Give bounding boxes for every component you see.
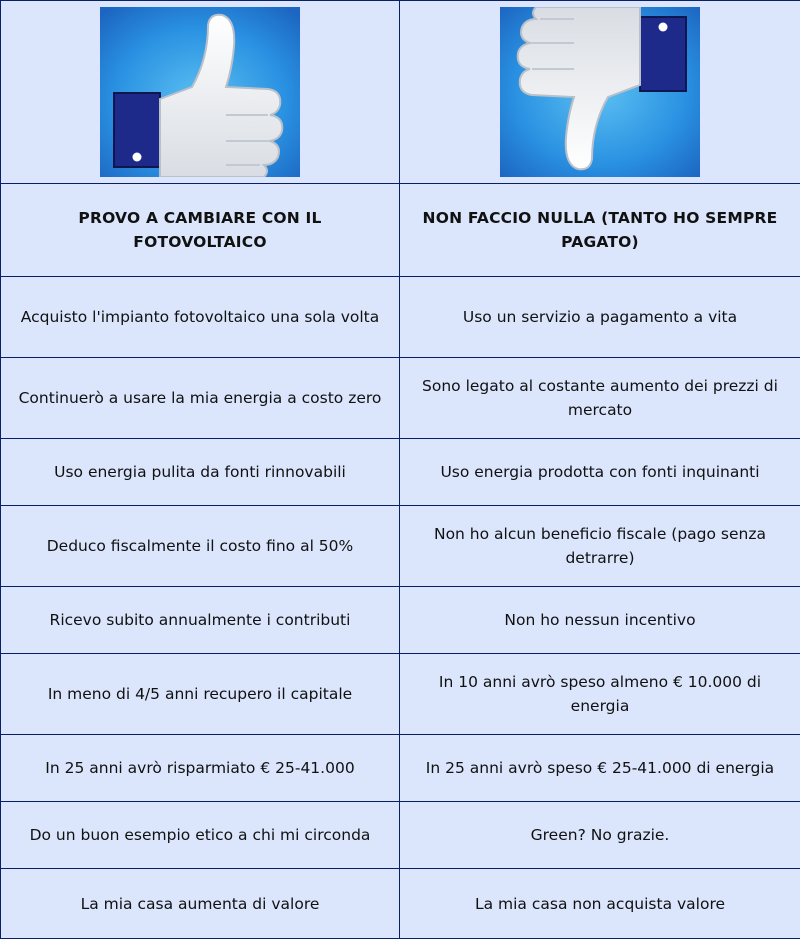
con-cell: Non ho alcun beneficio fiscale (pago senza detrarre) <box>400 506 800 587</box>
con-cell: Non ho nessun incentivo <box>400 587 800 654</box>
table-row <box>1 802 800 869</box>
table-row <box>1 654 800 735</box>
pro-cell: Ricevo subito annualmente i contributi <box>1 587 400 654</box>
con-cell: La mia casa non acquista valore <box>400 869 800 939</box>
con-cell: Green? No grazie. <box>400 802 800 869</box>
table-row <box>1 358 800 439</box>
pro-cell: Uso energia pulita da fonti rinnovabili <box>1 439 400 506</box>
pro-cell: Deduco fiscalmente il costo fino al 50% <box>1 506 400 587</box>
table-row <box>1 277 800 358</box>
pro-cell: Acquisto l'impianto fotovoltaico una sola volta <box>1 277 400 358</box>
thumbs-down-icon <box>500 7 700 177</box>
thumbs-up-cell <box>1 1 400 184</box>
thumbs-down-cell <box>400 1 800 184</box>
con-cell: In 10 anni avrò speso almeno € 10.000 di energia <box>400 654 800 735</box>
table-row <box>1 506 800 587</box>
pro-cell: In meno di 4/5 anni recupero il capitale <box>1 654 400 735</box>
con-cell: Uso un servizio a pagamento a vita <box>400 277 800 358</box>
table-row <box>1 735 800 802</box>
heading-row <box>1 184 800 277</box>
pro-cell: Continuerò a usare la mia energia a costo zero <box>1 358 400 439</box>
column-heading-left: PROVO A CAMBIARE CON IL FOTOVOLTAICO <box>1 184 400 277</box>
pro-cell: Do un buon esempio etico a chi mi circonda <box>1 802 400 869</box>
con-cell: Uso energia prodotta con fonti inquinanti <box>400 439 800 506</box>
con-cell: Sono legato al costante aumento dei prezzi di mercato <box>400 358 800 439</box>
image-row <box>1 1 800 184</box>
column-heading-right: NON FACCIO NULLA (TANTO HO SEMPRE PAGATO) <box>400 184 800 277</box>
table-row <box>1 869 800 939</box>
pro-cell: In 25 anni avrò risparmiato € 25-41.000 <box>1 735 400 802</box>
thumbs-up-icon <box>100 7 300 177</box>
pro-cell: La mia casa aumenta di valore <box>1 869 400 939</box>
table-row <box>1 587 800 654</box>
con-cell: In 25 anni avrò speso € 25-41.000 di energia <box>400 735 800 802</box>
table-row <box>1 439 800 506</box>
